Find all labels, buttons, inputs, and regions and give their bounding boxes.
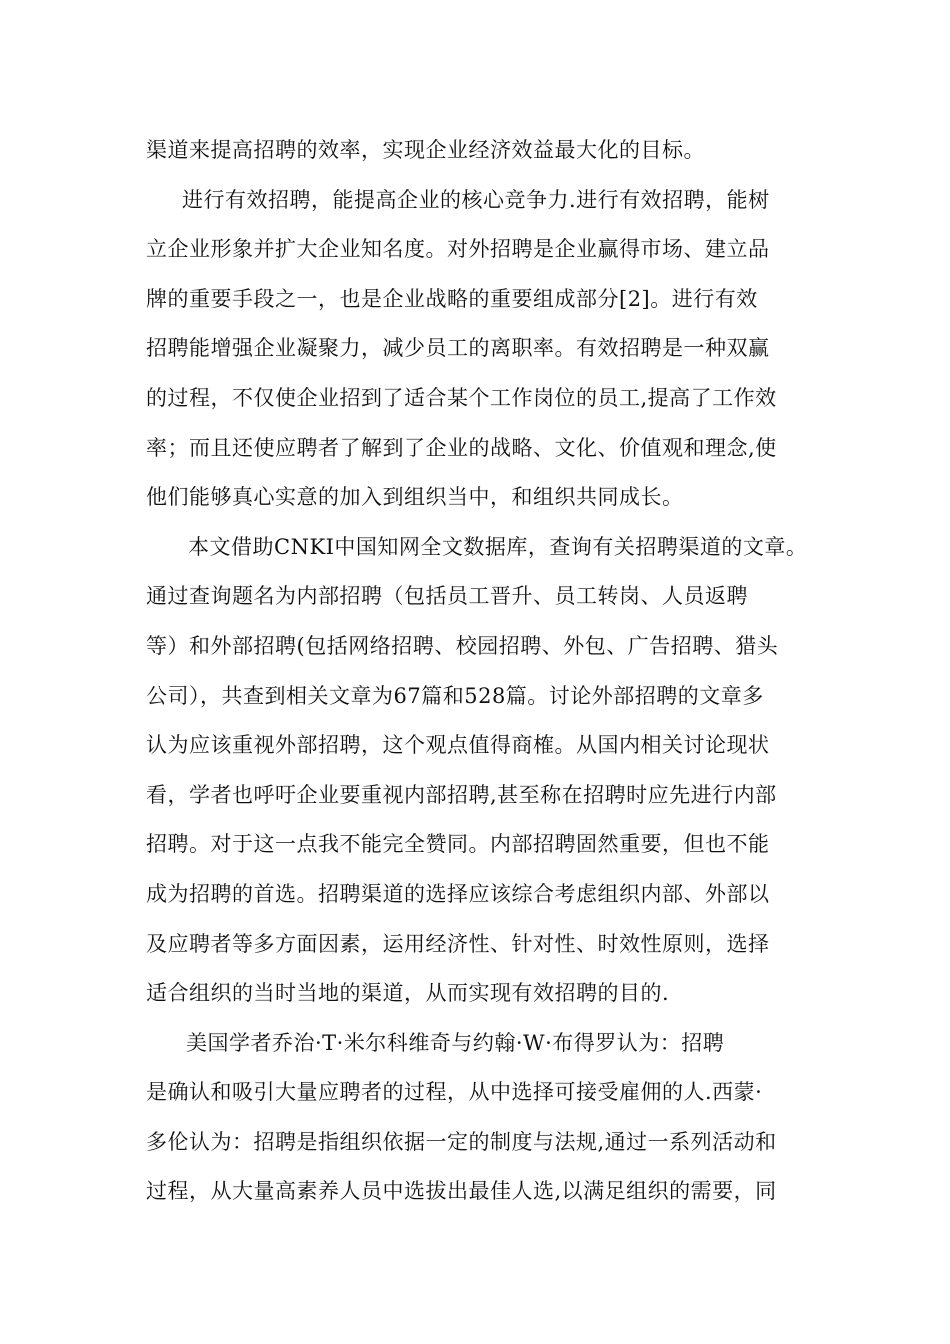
paragraph-first-line: 进行有效招聘，能提高企业的核心竞争力.进行有效招聘，能树 bbox=[182, 187, 770, 212]
text-line: 多伦认为：招聘是指组织依据一定的制度与法规,通过一系列活动和 bbox=[146, 1129, 777, 1154]
text-line: 及应聘者等多方面因素，运用经济性、针对性、时效性原则，选择 bbox=[146, 931, 770, 956]
text-line: 公司），共查到相关文章为67篇和528篇。讨论外部招聘的文章多 bbox=[146, 683, 764, 708]
text-line: 认为应该重视外部招聘，这个观点值得商榷。从国内相关讨论现状 bbox=[146, 733, 770, 758]
text-line: 是确认和吸引大量应聘者的过程，从中选择可接受雇佣的人.西蒙· bbox=[146, 1080, 763, 1105]
text-line: 看，学者也呼吁企业要重视内部招聘,甚至称在招聘时应先进行内部 bbox=[146, 782, 777, 807]
paragraph-first-line: 本文借助CNKI中国知网全文数据库，查询有关招聘渠道的文章。 bbox=[188, 534, 808, 559]
text-line: 立企业形象并扩大企业知名度。对外招聘是企业赢得市场、建立品 bbox=[146, 237, 770, 262]
text-line: 招聘。对于这一点我不能完全赞同。内部招聘固然重要，但也不能 bbox=[146, 832, 770, 857]
text-line: 适合组织的当时当地的渠道，从而实现有效招聘的目的. bbox=[146, 981, 670, 1006]
text-line: 过程，从大量高素养人员中选拔出最佳人选,以满足组织的需要，同 bbox=[146, 1179, 777, 1204]
paragraph-first-line: 美国学者乔治·T·米尔科维奇与约翰·W·布得罗认为：招聘 bbox=[186, 1030, 725, 1055]
text-line: 成为招聘的首选。招聘渠道的选择应该综合考虑组织内部、外部以 bbox=[146, 881, 770, 906]
text-line: 牌的重要手段之一，也是企业战略的重要组成部分[2]。进行有效 bbox=[146, 286, 758, 311]
document-body bbox=[146, 126, 846, 1217]
text-line: 招聘能增强企业凝聚力，减少员工的离职率。有效招聘是一种双赢 bbox=[146, 336, 770, 361]
text-line: 他们能够真心实意的加入到组织当中，和组织共同成长。 bbox=[146, 485, 684, 510]
text-line: 渠道来提高招聘的效率，实现企业经济效益最大化的目标。 bbox=[146, 138, 705, 162]
text-line: 率；而且还使应聘者了解到了企业的战略、文化、价值观和理念,使 bbox=[146, 435, 777, 460]
text-line: 的过程，不仅使企业招到了适合某个工作岗位的员工,提高了工作效 bbox=[146, 385, 777, 410]
text-line: 等）和外部招聘(包括网络招聘、校园招聘、外包、广告招聘、猎头 bbox=[146, 633, 779, 658]
text-line: 通过查询题名为内部招聘（包括员工晋升、员工转岗、人员返聘 bbox=[146, 584, 748, 609]
